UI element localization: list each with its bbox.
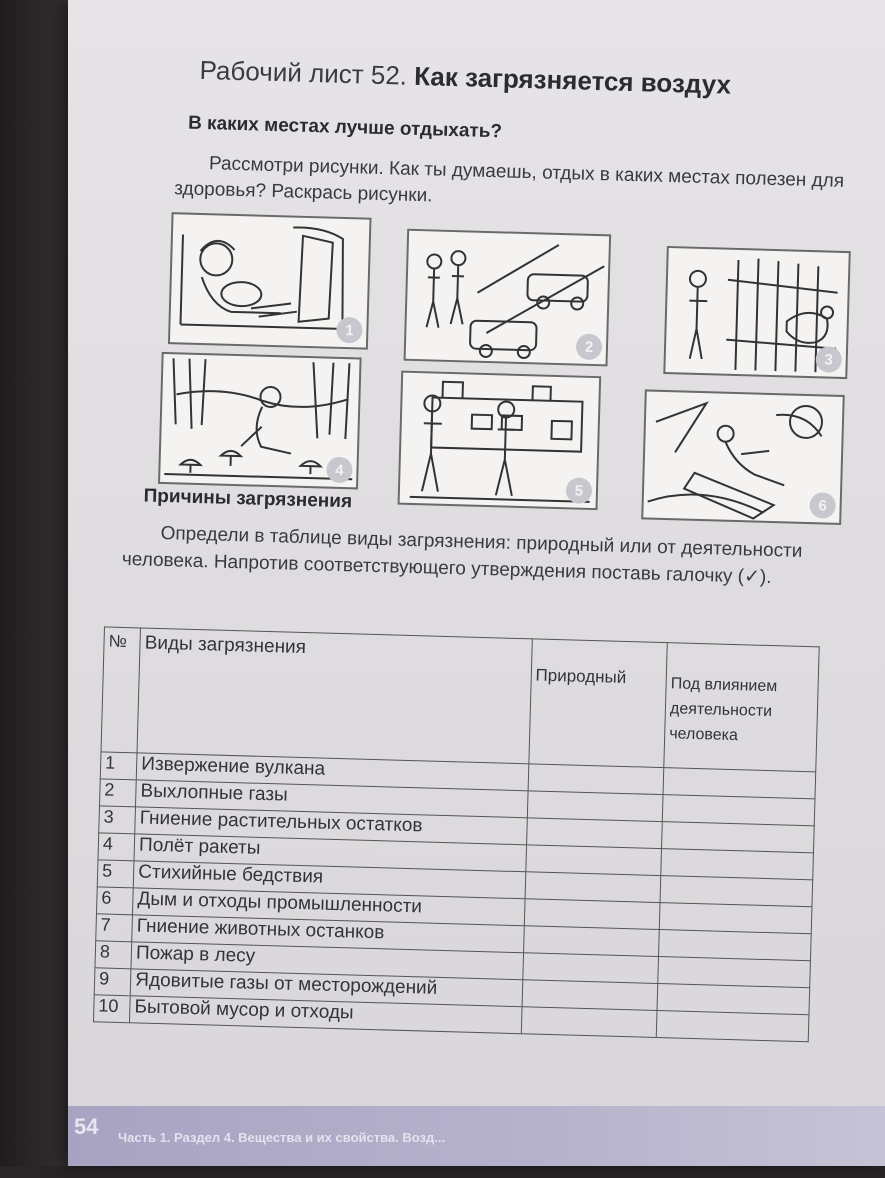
picture-number: 3 — [815, 346, 842, 373]
row-number: 3 — [99, 806, 136, 834]
row-pollution-type: Извержение вулкана — [136, 753, 528, 791]
task-text: Рассмотри рисунки. Как ты думаешь, отдых в каких местах полезен для здоровья? Раскрась рисунки. — [173, 153, 845, 207]
header-natural: Природный — [529, 639, 668, 768]
page-number: 54 — [74, 1114, 99, 1139]
checkbox-human[interactable] — [663, 768, 816, 799]
page-content — [51, 0, 885, 1178]
instruction-text: Определи в таблице виды загрязнения: природный или от деятельности человека. Напротив соответствующего утверждения поставь галочку (✓). — [121, 522, 803, 589]
picture-3 — [663, 246, 851, 379]
picture-number: 5 — [566, 477, 593, 504]
row-pollution-type: Гниение животных останков — [132, 915, 524, 953]
row-pollution-type: Стихийные бедствия — [133, 861, 525, 899]
page-title — [199, 55, 731, 101]
checkbox-human[interactable] — [660, 876, 813, 907]
row-number: 1 — [100, 752, 137, 780]
row-pollution-type: Ядовитые газы от месторождений — [130, 969, 522, 1007]
picture-number: 2 — [576, 333, 603, 360]
checkbox-natural[interactable] — [523, 926, 659, 957]
picture-6 — [641, 389, 845, 525]
picture-4 — [158, 352, 362, 490]
checkbox-natural[interactable] — [522, 980, 658, 1011]
row-pollution-type: Пожар в лесу — [131, 942, 523, 980]
row-number: 2 — [99, 779, 136, 807]
row-number: 10 — [93, 995, 130, 1023]
checkbox-human[interactable] — [662, 822, 815, 853]
checkbox-natural[interactable] — [528, 764, 664, 795]
checkbox-human[interactable] — [659, 903, 812, 934]
row-number: 6 — [96, 887, 133, 915]
checkbox-human[interactable] — [657, 984, 810, 1015]
checkbox-natural[interactable] — [521, 1007, 657, 1038]
table-header-row — [101, 627, 819, 772]
checkbox-human[interactable] — [659, 930, 812, 961]
checkbox-human[interactable] — [662, 795, 815, 826]
row-number: 9 — [94, 968, 131, 996]
checkbox-natural[interactable] — [527, 791, 663, 822]
picture-number: 1 — [336, 317, 363, 344]
checkbox-human[interactable] — [658, 957, 811, 988]
checkbox-natural[interactable] — [526, 845, 662, 876]
title-main: Как загрязняется воздух — [413, 60, 732, 100]
row-pollution-type: Бытовой мусор и отходы — [130, 996, 522, 1034]
row-number: 4 — [98, 833, 135, 861]
header-human-activity: Под влиянием деятельности человека — [664, 643, 819, 772]
subtitle: В каких местах лучше отдыхать? — [187, 112, 503, 143]
footer-text: Часть 1. Раздел 4. Вещества и их свойства. Возд... — [118, 1130, 446, 1145]
pollution-table — [93, 626, 820, 1042]
checkbox-natural[interactable] — [526, 818, 662, 849]
header-number: № — [101, 627, 141, 753]
row-pollution-type: Гниение растительных остатков — [135, 807, 527, 845]
row-pollution-type: Дым и отходы промышленности — [133, 888, 525, 926]
workbook-page — [68, 0, 885, 1166]
picture-5 — [398, 371, 602, 511]
page-footer — [68, 1106, 885, 1166]
picture-number: 4 — [326, 457, 353, 484]
row-number: 5 — [97, 860, 134, 888]
picture-2 — [404, 229, 612, 367]
header-pollution-type: Виды загрязнения — [137, 628, 532, 764]
title-prefix: Рабочий лист 52. — [199, 54, 408, 91]
row-number: 8 — [95, 941, 132, 969]
section-heading: Причины загрязнения — [143, 485, 353, 513]
checkbox-human[interactable] — [661, 849, 814, 880]
picture-1 — [168, 212, 372, 350]
row-number: 7 — [96, 914, 133, 942]
checkbox-human[interactable] — [656, 1011, 809, 1042]
row-pollution-type: Полёт ракеты — [134, 834, 526, 872]
picture-number: 6 — [809, 492, 836, 519]
checkbox-natural[interactable] — [525, 872, 661, 903]
checkbox-natural[interactable] — [523, 953, 659, 984]
checkbox-natural[interactable] — [524, 899, 660, 930]
row-pollution-type: Выхлопные газы — [136, 780, 528, 818]
